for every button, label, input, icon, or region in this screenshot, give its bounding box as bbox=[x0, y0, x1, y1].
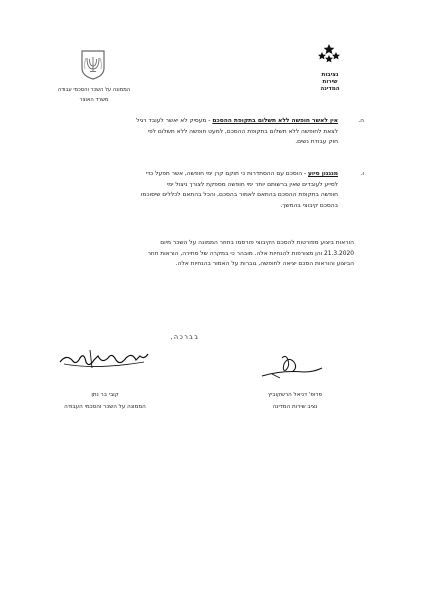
signatory-name-natan: קובי בר נתן bbox=[91, 392, 119, 398]
section-marker-he: ה. bbox=[358, 118, 364, 124]
right-logo-line-1: נציבות bbox=[321, 72, 339, 78]
signature-bar-natan bbox=[56, 346, 152, 376]
section-vav-line-1-rest: - הוסכם עם ההסתדרות כי תוקם קרן ימי חופשה, אשר תפעל כדי bbox=[145, 171, 308, 177]
section-vav-line-2: לסייע לעובדים שאין ברשותם יותר ימי חופשה מספקת לצורך ניצול ימי bbox=[166, 181, 338, 188]
left-header-dept: הממונה על השכר והסכמי עבודה bbox=[57, 87, 131, 93]
closing-line-1: הוראות ביצוע מפורטות להסכם הקיבוצי פורסמו בחוזר הממונה על השכר מיום bbox=[160, 240, 354, 246]
closing-line-2: 21.3.2020 והן מצורפות להנחיות אלה. מובהר כי במקרה של סתירה, הוראות חוזר bbox=[147, 250, 354, 257]
section-he-line-1 bbox=[68, 116, 338, 127]
section-he-body bbox=[68, 116, 338, 148]
right-logo-line-2: שירות bbox=[322, 79, 338, 85]
right-logo-line-3: המדינה bbox=[320, 86, 340, 92]
closing-paragraph bbox=[68, 238, 354, 270]
civil-service-stars-logo bbox=[316, 44, 342, 66]
section-he-title: אין לאשר חופשה ללא תשלום בתקופת ההסכם bbox=[212, 118, 338, 124]
signatory-title-natan: הממונה על השכר והסכמי העבודה bbox=[64, 404, 146, 410]
greeting: בברכה, bbox=[170, 334, 200, 341]
section-marker-vav: ו. bbox=[360, 171, 364, 177]
signature-hershkowitz bbox=[252, 352, 326, 382]
section-he-line-1-rest: - מעסיק לא יאשר לעובד רגיל bbox=[136, 118, 213, 124]
section-vav-line-3: חופשה בתקופת ההסכם בהתאם לאמור בהסכם, והכל בהתאם לכללים שיסוכמו bbox=[140, 192, 338, 199]
section-he-line-2: לצאת לחופשה ללא תשלום בתקופת ההסכם, למעט חופשה ללא תשלום לפי bbox=[147, 128, 338, 135]
left-header-ministry: משרד האוצר bbox=[79, 97, 109, 103]
section-vav-line-1 bbox=[68, 169, 338, 180]
closing-line-3: הביצוע והוראות הסכם יציאה לחופשה, גוברות על האמור בהנחיות אלה. bbox=[175, 261, 354, 268]
state-emblem-logo bbox=[80, 48, 106, 80]
signatory-name-hershkowitz: פרופ' דניאל הרשקוביץ bbox=[268, 392, 322, 398]
section-vav-line-4: בהסכם קיבוצי בהמשך. bbox=[280, 202, 338, 209]
section-vav-body bbox=[68, 169, 338, 211]
section-vav-title: מנגנון סיוע bbox=[307, 171, 338, 177]
section-he-line-3: חוק עבודת נשים. bbox=[295, 139, 338, 146]
signatory-title-hershkowitz: נציב שירות המדינה bbox=[272, 404, 318, 410]
